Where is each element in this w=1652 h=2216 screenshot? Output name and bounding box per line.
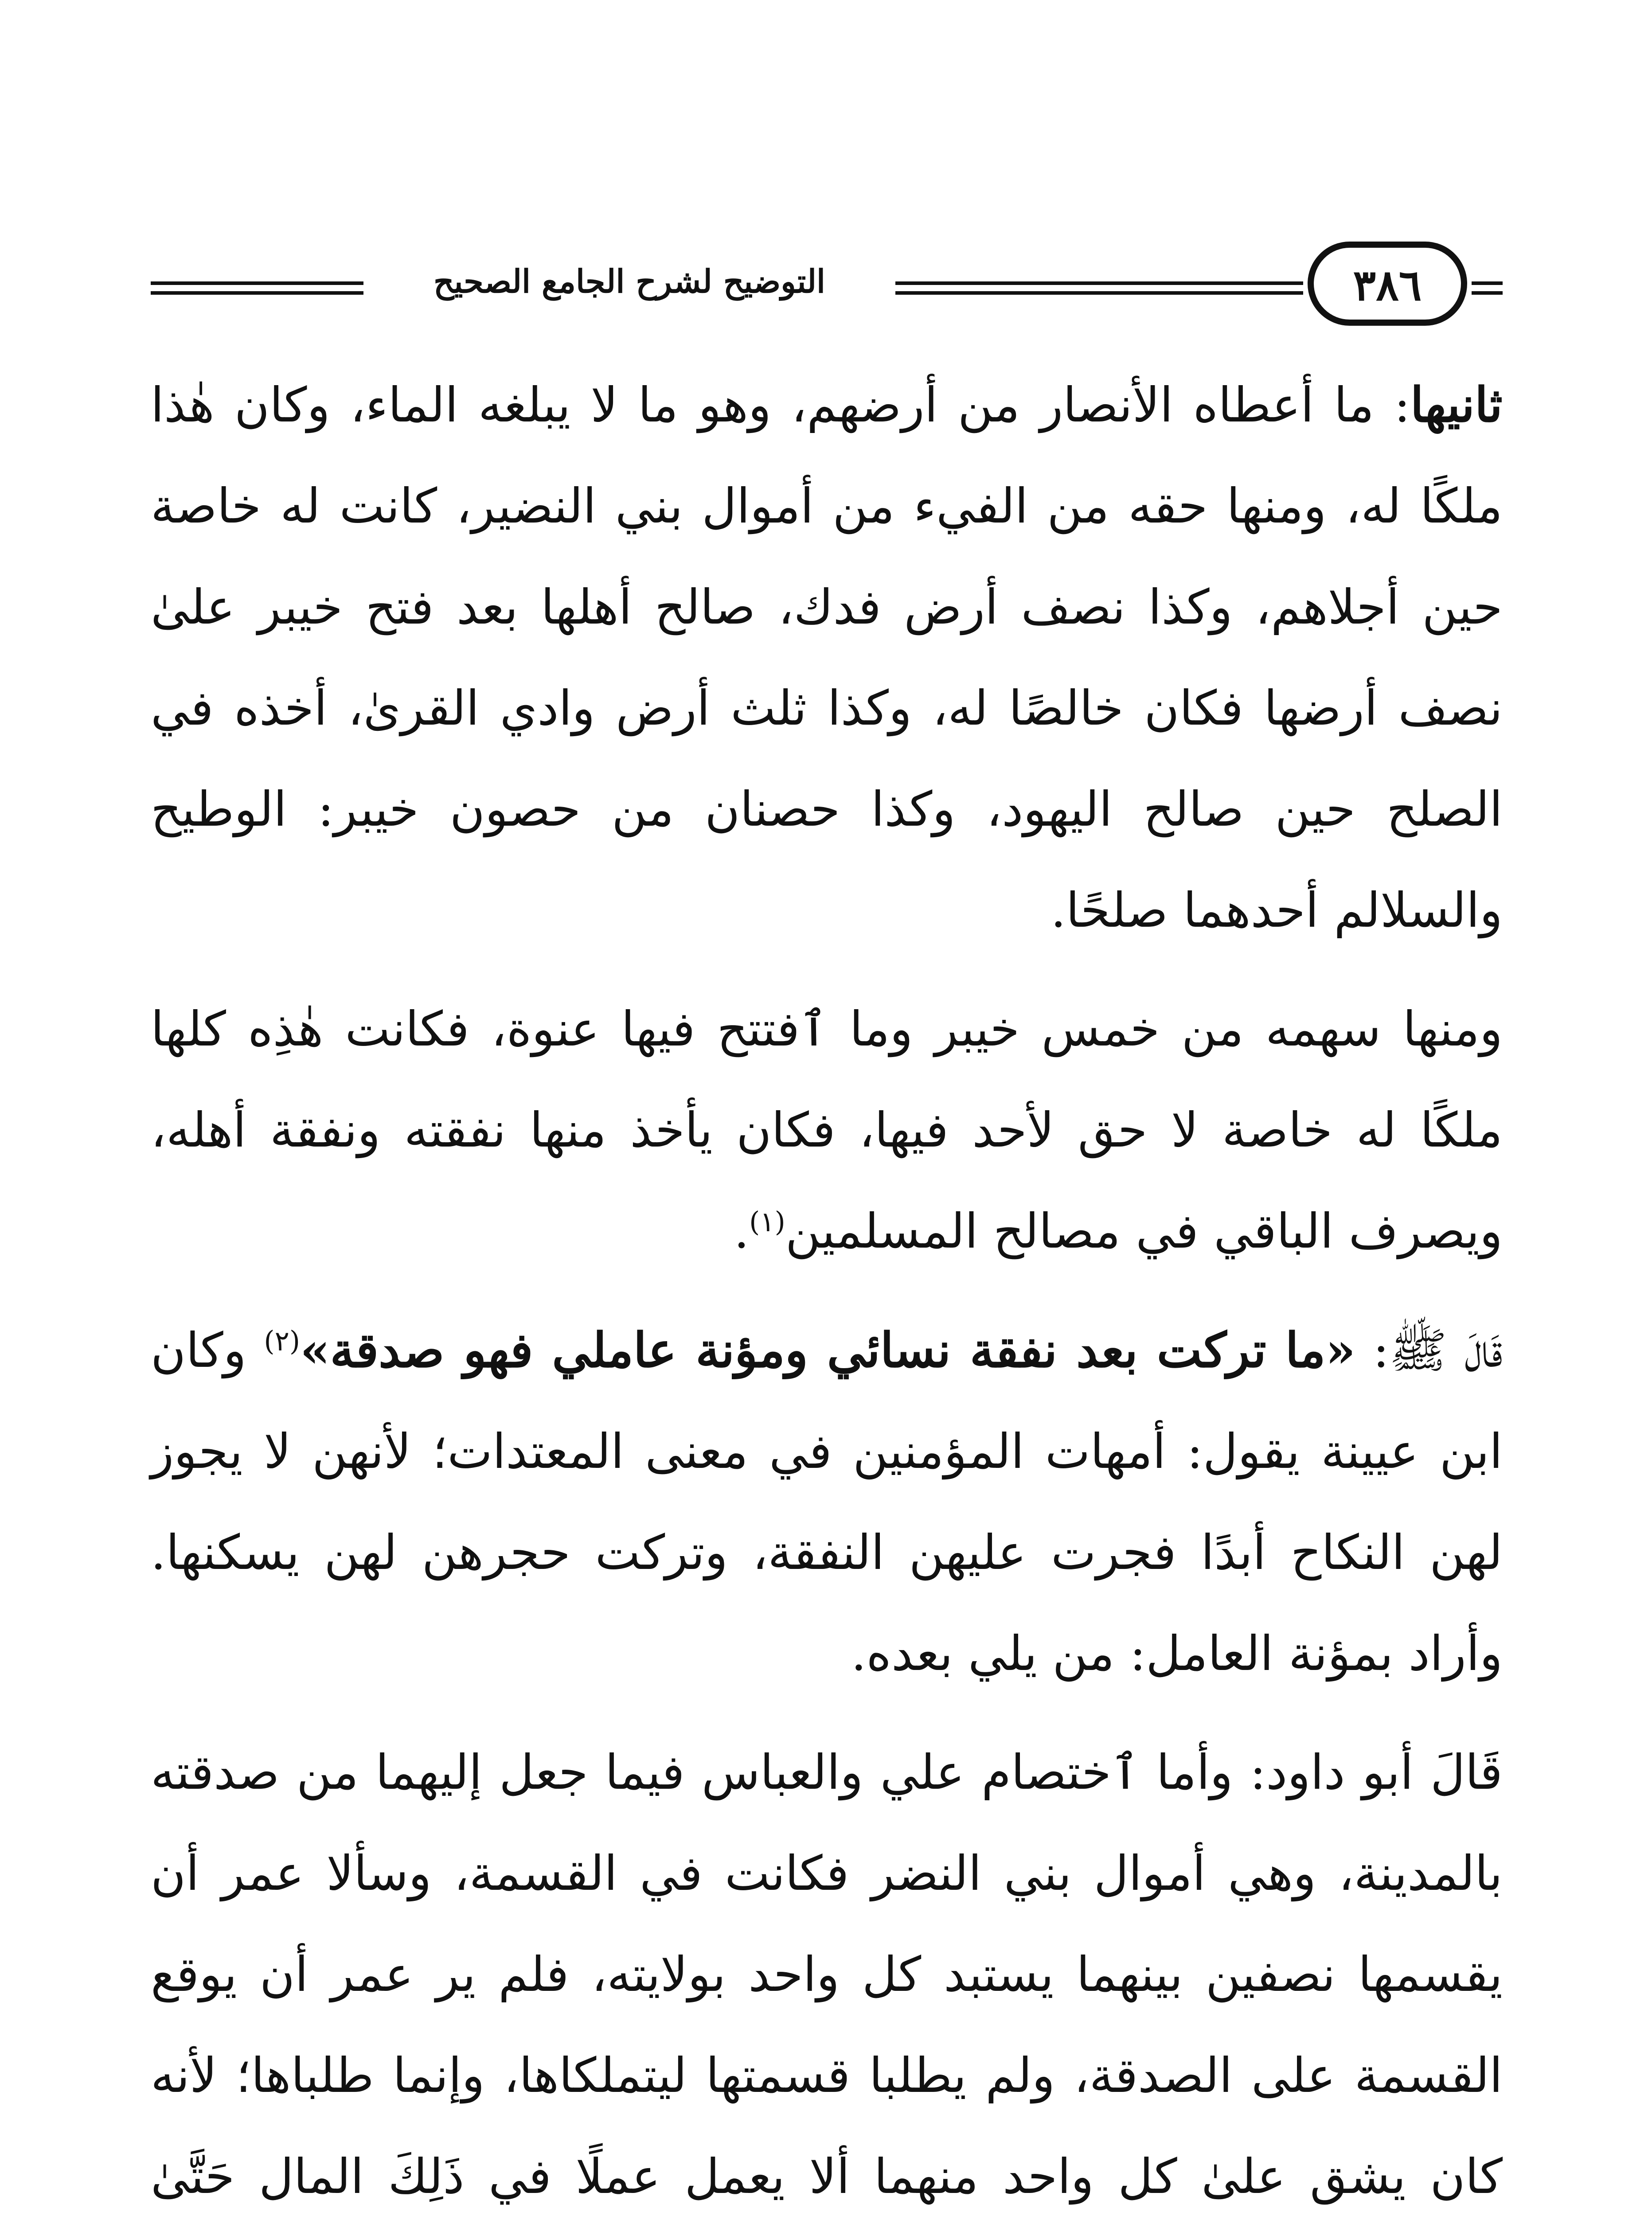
footnote-ref-1[interactable]: (١) — [749, 1206, 785, 1238]
paragraph-lead: ثانيها — [1410, 377, 1503, 433]
header-rule-left-top — [151, 281, 363, 285]
paragraph-text: وكان ابن عيينة يقول: أمهات المؤمنين في معنى المعتدات؛ لأنهن لا يجوز لهن النكاح أبدًا فجرت عليهن النفقة، وتركت حجرهن لهن يسكنها. وأراد بمؤنة العامل: من يلي بعده. — [151, 1323, 1503, 1682]
paragraph-text: : ما أعطاه الأنصار من أرضهم، وهو ما لا يبلغه الماء، وكان هٰذا ملكًا له، ومنها حقه من الفيء من أموال بني النضير، كانت له خاصة حين أجلاهم، وكذا نصف أرض فدك، صالح أهلها بعد فتح خيبر علىٰ نصف أرضها فكان خالصًا له، وكذا ثلث أرض وادي القرىٰ، أخذه في الصلح حين صالح اليهود، وكذا حصنان من حصون خيبر: الوطيح والسلالم أحدهما صلحًا. — [151, 378, 1503, 938]
paragraph-text: قَالَ أبو داود: وأما ٱختصام علي والعباس فيما جعل إليهما من صدقته بالمدينة، وهي أموال بني النضر فكانت في القسمة، وسألا عمر أن يقسمها نصفين بينهما يستبد كل واحد بولايته، فلم ير عمر أن يوقع القسمة على الصدقة، ولم يطلبا قسمتها ليتملكاها، وإنما طلباها؛ لأنه كان يشق علىٰ كل واحد منهما ألا يعمل عملًا في ذَلِكَ المال حَتَّىٰ — [151, 1745, 1503, 2204]
header-rule-right-bottom — [1472, 291, 1503, 295]
footnote-ref-2[interactable]: (٢) — [264, 1325, 301, 1357]
header-rule-middle-top — [895, 281, 1303, 285]
page-number-badge — [1308, 242, 1467, 326]
paragraph-intro: قَالَ ﷺ: — [1355, 1323, 1503, 1378]
page-number: ٣٨٦ — [1353, 260, 1422, 310]
paragraph-4 — [151, 1722, 1503, 2216]
paragraph-1 — [151, 355, 1503, 961]
main-text — [151, 355, 1503, 2216]
paragraph-text: ومنها سهمه من خمس خيبر وما ٱفتتح فيها عنوة، فكانت هٰذِه كلها ملكًا له خاصة لا حق لأحد فيها، فكان يأخذ منها نفقته ونفقة أهله، ويصرف الباقي في مصالح المسلمين — [151, 1002, 1503, 1259]
header-rule-left-bottom — [151, 291, 363, 295]
header-rule-right-top — [1472, 281, 1503, 285]
paragraph-2 — [151, 979, 1503, 1282]
paragraph-end: . — [734, 1204, 750, 1259]
running-header — [151, 242, 1503, 335]
book-title: التوضيح لشرح الجامع الصحيح — [372, 259, 887, 304]
hadith-quote: «ما تركت بعد نفقة نسائي ومؤنة عاملي فهو صدقة» — [300, 1323, 1355, 1378]
paragraph-3 — [151, 1300, 1503, 1705]
header-rule-middle-bottom — [895, 291, 1303, 295]
